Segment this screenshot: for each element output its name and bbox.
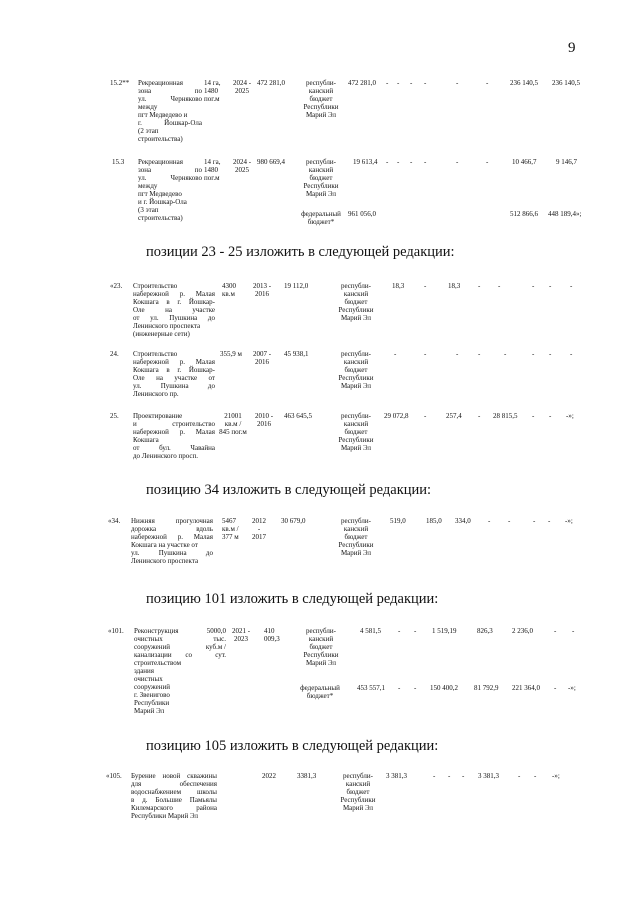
value-cell: - (498, 282, 501, 290)
section-heading: позиции 23 - 25 изложить в следующей редакции: (146, 244, 455, 260)
value-cell: - (518, 772, 521, 780)
funding-source: республи- канский бюджет Республики Марий Эл (303, 627, 339, 667)
value-cell: - (462, 772, 465, 780)
source-sum: 19 613,4 (353, 158, 378, 166)
value-cell: 18,3 (392, 282, 405, 290)
capacity: 21001 кв.м / 845 пог.м (219, 412, 247, 436)
value-cell: - (488, 517, 491, 525)
total-cost: 19 112,0 (284, 282, 309, 290)
value-cell: 512 866,6 (510, 210, 538, 218)
value-cell: - (570, 350, 573, 358)
object-name: Нижняя прогулочная дорожка вдоль набережной р. Малая Кокшага на участке от ул. Пушкина до Ленинского проспекта (131, 517, 213, 565)
funding-source: республи- канский бюджет Республики Марий Эл (338, 412, 374, 452)
value-cell: - (448, 772, 451, 780)
total-cost: 3381,3 (297, 772, 317, 780)
value-cell: - (486, 79, 489, 87)
value-cell: - (508, 517, 511, 525)
period: 2024 - 2025 (232, 158, 252, 174)
value-cell: -»; (566, 412, 574, 420)
object-name: Реконструкция очистных сооружений канализации со строительством здания очистных сооружений г. Звенигово Республики Марий Эл (134, 627, 192, 715)
capacity: 14 га, 1480 пог.м (204, 79, 221, 103)
value-cell: - (410, 79, 413, 87)
row-number: 15.3 (112, 158, 125, 166)
total-cost: 463 645,5 (284, 412, 312, 420)
value-cell: 150 400,2 (430, 684, 458, 692)
value-cell: - (394, 350, 397, 358)
value-cell: - (486, 158, 489, 166)
object-name: Бурение новой скважины для обеспечения водоснабжением школы в д. Большие Памьялы Килемарского района Республики Марий Эл (131, 772, 217, 820)
funding-source: республи- канский бюджет Республики Марий Эл (303, 158, 339, 198)
total-cost: 410 009,3 (264, 627, 280, 643)
value-cell: - (570, 282, 573, 290)
value-cell: 28 815,5 (493, 412, 518, 420)
value-cell: 334,0 (455, 517, 471, 525)
object-name: Рекреационная зона по ул. Черняково между пгт Медведево и г. Йошкар-Ола (3 этап строительства) (138, 158, 202, 222)
value-cell: - (533, 517, 536, 525)
value-cell: - (414, 684, 417, 692)
value-cell: 236 140,5 (510, 79, 538, 87)
capacity: 355,9 м (220, 350, 242, 358)
value-cell: -»; (568, 684, 576, 692)
value-cell: - (478, 350, 481, 358)
source-sum: 961 056,0 (348, 210, 376, 218)
capacity: 5000,0 тыс. куб.м / сут. (205, 627, 226, 659)
funding-source: республи- канский бюджет Республики Марий Эл (338, 517, 374, 557)
object-name: Проектирование и строительство набережной р. Малая Кокшага от бул. Чавайна до Ленинского просп. (133, 412, 215, 460)
value-cell: 3 381,3 (478, 772, 499, 780)
value-cell: 221 364,0 (512, 684, 540, 692)
value-cell: 826,3 (477, 627, 493, 635)
source-sum: 4 581,5 (360, 627, 381, 635)
object-name: Строительство набережной р. Малая Кокшага в г. Йошкар- Оле на участке от ул. Пушкина до Ленинского проспекта (инженерные сети) (133, 282, 215, 338)
period: 2007 - 2016 (252, 350, 272, 366)
value-cell: - (478, 412, 481, 420)
value-cell: 1 519,19 (432, 627, 457, 635)
value-cell: 2 236,0 (512, 627, 533, 635)
total-cost: 472 281,0 (257, 79, 285, 87)
value-cell: 236 140,5 (552, 79, 580, 87)
row-number: «105. (106, 772, 122, 780)
object-name: Строительство набережной р. Малая Кокшага в г. Йошкар- Оле на участке от ул. Пушкина до Ленинского пр. (133, 350, 215, 398)
value-cell: - (549, 350, 552, 358)
value-cell: 519,0 (390, 517, 406, 525)
row-number: 25. (110, 412, 119, 420)
page-number: 9 (568, 40, 576, 56)
value-cell: - (532, 350, 535, 358)
value-cell: - (398, 684, 401, 692)
funding-source-federal: федеральный бюджет* (301, 210, 341, 226)
value-cell: - (386, 79, 389, 87)
value-cell: - (572, 627, 575, 635)
funding-source: республи- канский бюджет Республики Марий Эл (303, 79, 339, 119)
total-cost: 980 669,4 (257, 158, 285, 166)
value-cell: - (456, 79, 459, 87)
value-cell: -»; (565, 517, 573, 525)
period: 2013 - 2016 (252, 282, 272, 298)
value-cell: - (532, 412, 535, 420)
funding-source-federal: федеральный бюджет* (300, 684, 340, 700)
value-cell: - (504, 350, 507, 358)
total-cost: 45 938,1 (284, 350, 309, 358)
value-cell: - (549, 412, 552, 420)
value-cell: 10 466,7 (512, 158, 537, 166)
value-cell: - (554, 684, 557, 692)
section-heading: позицию 105 изложить в следующей редакции: (146, 738, 439, 754)
value-cell: 3 381,3 (386, 772, 407, 780)
value-cell: - (478, 282, 481, 290)
value-cell: - (424, 282, 427, 290)
capacity: 4300 кв.м (222, 282, 236, 298)
value-cell: - (549, 282, 552, 290)
value-cell: 9 146,7 (556, 158, 577, 166)
source-sum: 453 557,1 (357, 684, 385, 692)
total-cost: 30 679,0 (281, 517, 306, 525)
value-cell: 18,3 (448, 282, 461, 290)
source-sum: 472 281,0 (348, 79, 376, 87)
row-number: 24. (110, 350, 119, 358)
object-name: Рекреационная зона по ул. Черняково между пгт Медведево и г. Йошкар-Ола (2 этап строительства) (138, 79, 202, 143)
period: 2021 - 2023 (231, 627, 251, 643)
capacity: 14 га, 1480 пог.м (204, 158, 221, 182)
value-cell: - (397, 158, 400, 166)
row-number: «101. (108, 627, 124, 635)
value-cell: 448 189,4»; (548, 210, 582, 218)
row-number: «23. (110, 282, 123, 290)
funding-source: республи- канский бюджет Республики Марий Эл (340, 772, 376, 812)
value-cell: - (424, 350, 427, 358)
period: 2022 (262, 772, 276, 780)
period: 2012 - 2017 (252, 517, 266, 541)
period: 2010 - 2016 (254, 412, 274, 428)
value-cell: - (424, 79, 427, 87)
section-heading: позицию 34 изложить в следующей редакции: (146, 482, 432, 498)
value-cell: 29 072,8 (384, 412, 409, 420)
value-cell: - (386, 158, 389, 166)
row-number: «34. (108, 517, 121, 525)
value-cell: - (397, 79, 400, 87)
value-cell: -»; (552, 772, 560, 780)
value-cell: - (456, 350, 459, 358)
value-cell: 185,0 (426, 517, 442, 525)
value-cell: - (554, 627, 557, 635)
value-cell: - (398, 627, 401, 635)
value-cell: - (433, 772, 436, 780)
value-cell: 257,4 (446, 412, 462, 420)
row-number: 15.2** (110, 79, 130, 87)
value-cell: - (548, 517, 551, 525)
value-cell: - (456, 158, 459, 166)
value-cell: 81 792,9 (474, 684, 499, 692)
value-cell: - (424, 158, 427, 166)
funding-source: республи- канский бюджет Республики Марий Эл (338, 350, 374, 390)
value-cell: - (410, 158, 413, 166)
funding-source: республи- канский бюджет Республики Марий Эл (338, 282, 374, 322)
value-cell: - (534, 772, 537, 780)
value-cell: - (414, 627, 417, 635)
period: 2024 - 2025 (232, 79, 252, 95)
value-cell: - (532, 282, 535, 290)
capacity: 5467 кв.м / 377 м (222, 517, 239, 541)
value-cell: - (424, 412, 427, 420)
section-heading: позицию 101 изложить в следующей редакции: (146, 591, 439, 607)
